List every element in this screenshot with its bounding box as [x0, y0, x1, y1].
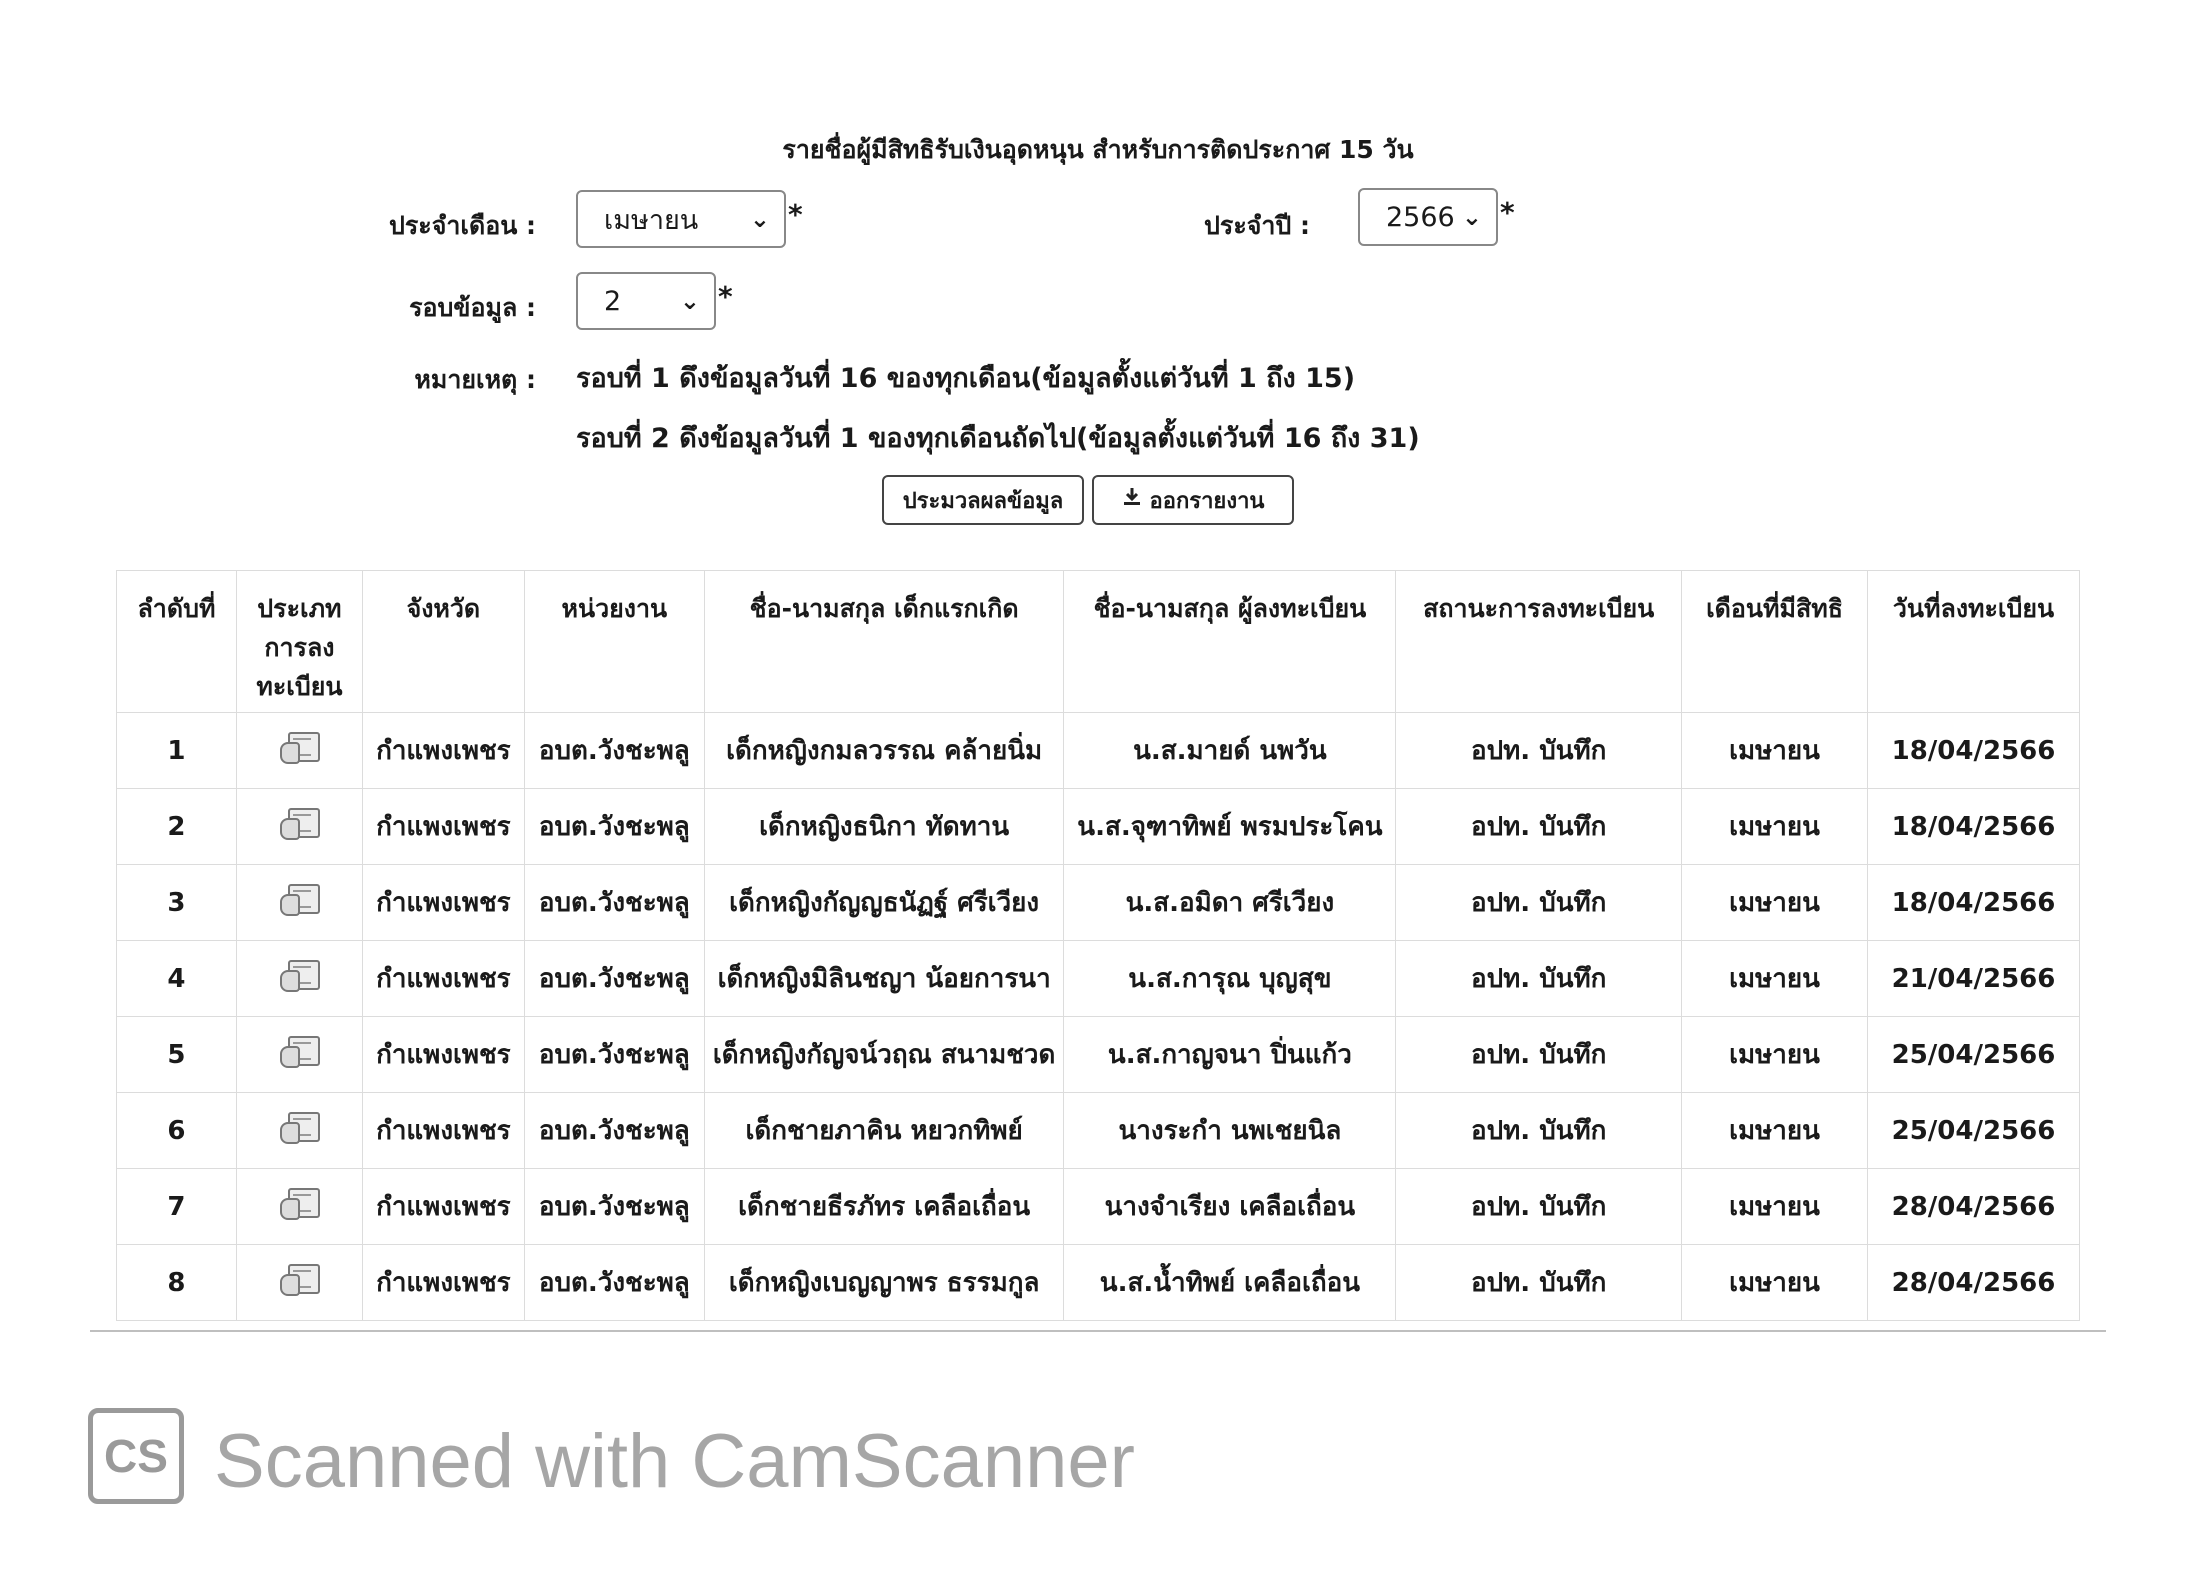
cell-status: อปท. บันทึก — [1396, 865, 1682, 941]
export-report-label: ออกรายงาน — [1149, 488, 1265, 514]
cell-date: 25/04/2566 — [1867, 1093, 2079, 1169]
document-hand-icon[interactable] — [280, 732, 318, 762]
note-line-1: รอบที่ 1 ดึงข้อมูลวันที่ 16 ของทุกเดือน(ข้อมูลตั้งแต่วันที่ 1 ถึง 15) — [576, 363, 1356, 394]
table-row — [117, 865, 2080, 941]
export-report-button[interactable] — [1092, 475, 1294, 525]
col-header-province: จังหวัด — [362, 571, 524, 713]
chevron-down-icon: ⌄ — [749, 205, 770, 233]
cell-province: กำแพงเพชร — [362, 1093, 524, 1169]
note-line-2: รอบที่ 2 ดึงข้อมูลวันที่ 1 ของทุกเดือนถัดไป(ข้อมูลตั้งแต่วันที่ 16 ถึง 31) — [576, 423, 1420, 454]
page-title: รายชื่อผู้มีสิทธิรับเงินอุดหนุน สำหรับการติดประกาศ 15 วัน — [782, 135, 1414, 164]
cell-child-name: เด็กหญิงเบญญาพร ธรรมกูล — [704, 1245, 1064, 1321]
cell-no: 7 — [117, 1169, 237, 1245]
cell-registrant-name: นางระกำ นพเชยนิล — [1064, 1093, 1396, 1169]
table-row — [117, 1093, 2080, 1169]
round-select[interactable] — [576, 272, 716, 330]
cell-province: กำแพงเพชร — [362, 1017, 524, 1093]
cell-agency: อบต.วังชะพลู — [524, 1169, 704, 1245]
cell-date: 21/04/2566 — [1867, 941, 2079, 1017]
month-select-value: เมษายน — [604, 204, 699, 236]
cell-month: เมษายน — [1682, 1245, 1868, 1321]
cell-status: อปท. บันทึก — [1396, 713, 1682, 789]
table-row — [117, 1245, 2080, 1321]
year-select-value: 2566 — [1386, 201, 1455, 233]
cell-date: 18/04/2566 — [1867, 713, 2079, 789]
cell-type[interactable] — [236, 941, 362, 1017]
col-header-registrant: ชื่อ-นามสกุล ผู้ลงทะเบียน — [1064, 571, 1396, 713]
cell-agency: อบต.วังชะพลู — [524, 1017, 704, 1093]
cell-month: เมษายน — [1682, 713, 1868, 789]
cell-month: เมษายน — [1682, 1169, 1868, 1245]
cell-status: อปท. บันทึก — [1396, 1093, 1682, 1169]
cell-registrant-name: น.ส.การุณ บุญสุข — [1064, 941, 1396, 1017]
download-icon — [1122, 487, 1142, 513]
process-data-button[interactable] — [882, 475, 1084, 525]
cell-status: อปท. บันทึก — [1396, 1245, 1682, 1321]
chevron-down-icon: ⌄ — [679, 287, 700, 315]
cell-no: 5 — [117, 1017, 237, 1093]
cell-month: เมษายน — [1682, 865, 1868, 941]
cell-date: 18/04/2566 — [1867, 865, 2079, 941]
cell-agency: อบต.วังชะพลู — [524, 941, 704, 1017]
cell-province: กำแพงเพชร — [362, 1169, 524, 1245]
camscanner-watermark: Scanned with CamScanner — [214, 1419, 1135, 1504]
document-hand-icon[interactable] — [280, 1112, 318, 1142]
cell-no: 6 — [117, 1093, 237, 1169]
cell-status: อปท. บันทึก — [1396, 789, 1682, 865]
col-header-date: วันที่ลงทะเบียน — [1867, 571, 2079, 713]
col-header-type-line-1: ประเภท — [257, 594, 342, 623]
month-label: ประจำเดือน : — [389, 211, 536, 240]
cell-agency: อบต.วังชะพลู — [524, 1093, 704, 1169]
cell-type[interactable] — [236, 865, 362, 941]
cell-child-name: เด็กหญิงกมลวรรณ คล้ายนิ่ม — [704, 713, 1064, 789]
cell-registrant-name: น.ส.จุฑาทิพย์ พรมประโคน — [1064, 789, 1396, 865]
cell-date: 28/04/2566 — [1867, 1245, 2079, 1321]
round-required-mark: * — [718, 280, 733, 313]
note-label: หมายเหตุ : — [414, 365, 536, 394]
cell-child-name: เด็กหญิงธนิกา ทัดทาน — [704, 789, 1064, 865]
col-header-agency: หน่วยงาน — [524, 571, 704, 713]
cell-province: กำแพงเพชร — [362, 1245, 524, 1321]
cell-type[interactable] — [236, 1169, 362, 1245]
cell-status: อปท. บันทึก — [1396, 1017, 1682, 1093]
cell-child-name: เด็กหญิงกัญญธนัฏฐ์ ศรีเวียง — [704, 865, 1064, 941]
document-hand-icon[interactable] — [280, 1036, 318, 1066]
document-hand-icon[interactable] — [280, 1188, 318, 1218]
cell-month: เมษายน — [1682, 1093, 1868, 1169]
table-row — [117, 941, 2080, 1017]
cell-type[interactable] — [236, 1245, 362, 1321]
cell-month: เมษายน — [1682, 789, 1868, 865]
cell-child-name: เด็กชายธีรภัทร เคลือเถื่อน — [704, 1169, 1064, 1245]
cell-agency: อบต.วังชะพลู — [524, 789, 704, 865]
document-hand-icon[interactable] — [280, 884, 318, 914]
cell-registrant-name: น.ส.น้ำทิพย์ เคลือเถื่อน — [1064, 1245, 1396, 1321]
cell-registrant-name: น.ส.กาญจนา ปิ่นแก้ว — [1064, 1017, 1396, 1093]
cell-no: 4 — [117, 941, 237, 1017]
process-data-label: ประมวลผลข้อมูล — [902, 488, 1064, 514]
col-header-type-line-2: การลง — [264, 633, 335, 662]
cell-agency: อบต.วังชะพลู — [524, 865, 704, 941]
cell-date: 18/04/2566 — [1867, 789, 2079, 865]
cell-type[interactable] — [236, 1017, 362, 1093]
cell-type[interactable] — [236, 789, 362, 865]
table-row — [117, 1169, 2080, 1245]
cell-no: 1 — [117, 713, 237, 789]
cell-child-name: เด็กหญิงมิลินชญา น้อยการนา — [704, 941, 1064, 1017]
cell-province: กำแพงเพชร — [362, 713, 524, 789]
year-label: ประจำปี : — [1204, 211, 1310, 240]
round-label: รอบข้อมูล : — [409, 293, 536, 322]
year-required-mark: * — [1500, 196, 1515, 229]
cell-child-name: เด็กหญิงกัญจน์วฤณ สนามชวด — [704, 1017, 1064, 1093]
cell-month: เมษายน — [1682, 1017, 1868, 1093]
document-hand-icon[interactable] — [280, 808, 318, 838]
cell-status: อปท. บันทึก — [1396, 1169, 1682, 1245]
col-header-status: สถานะการลงทะเบียน — [1396, 571, 1682, 713]
chevron-down-icon: ⌄ — [1461, 203, 1482, 231]
divider — [90, 1330, 2106, 1332]
document-hand-icon[interactable] — [280, 1264, 318, 1294]
table-header-row — [117, 571, 2080, 713]
cell-registrant-name: น.ส.มายด์ นพวัน — [1064, 713, 1396, 789]
cell-registrant-name: นางจำเรียง เคลือเถื่อน — [1064, 1169, 1396, 1245]
cell-agency: อบต.วังชะพลู — [524, 1245, 704, 1321]
cell-no: 8 — [117, 1245, 237, 1321]
cell-child-name: เด็กชายภาคิน หยวกทิพย์ — [704, 1093, 1064, 1169]
cell-type[interactable] — [236, 713, 362, 789]
cell-no: 3 — [117, 865, 237, 941]
col-header-no: ลำดับที่ — [117, 571, 237, 713]
col-header-type — [236, 571, 362, 713]
document-hand-icon[interactable] — [280, 960, 318, 990]
cell-province: กำแพงเพชร — [362, 865, 524, 941]
table-row — [117, 713, 2080, 789]
beneficiary-table — [116, 570, 2080, 1321]
cell-date: 28/04/2566 — [1867, 1169, 2079, 1245]
camscanner-logo: CS — [88, 1408, 184, 1504]
col-header-month: เดือนที่มีสิทธิ — [1682, 571, 1868, 713]
month-select[interactable] — [576, 190, 786, 248]
cell-registrant-name: น.ส.อมิดา ศรีเวียง — [1064, 865, 1396, 941]
col-header-type-line-3: ทะเบียน — [256, 672, 343, 701]
year-select[interactable] — [1358, 188, 1498, 246]
cell-month: เมษายน — [1682, 941, 1868, 1017]
round-select-value: 2 — [604, 285, 622, 317]
cell-type[interactable] — [236, 1093, 362, 1169]
table-row — [117, 789, 2080, 865]
col-header-child: ชื่อ-นามสกุล เด็กแรกเกิด — [704, 571, 1064, 713]
cell-agency: อบต.วังชะพลู — [524, 713, 704, 789]
cell-date: 25/04/2566 — [1867, 1017, 2079, 1093]
table-row — [117, 1017, 2080, 1093]
cell-province: กำแพงเพชร — [362, 789, 524, 865]
cell-no: 2 — [117, 789, 237, 865]
month-required-mark: * — [788, 198, 803, 231]
cell-status: อปท. บันทึก — [1396, 941, 1682, 1017]
cell-province: กำแพงเพชร — [362, 941, 524, 1017]
